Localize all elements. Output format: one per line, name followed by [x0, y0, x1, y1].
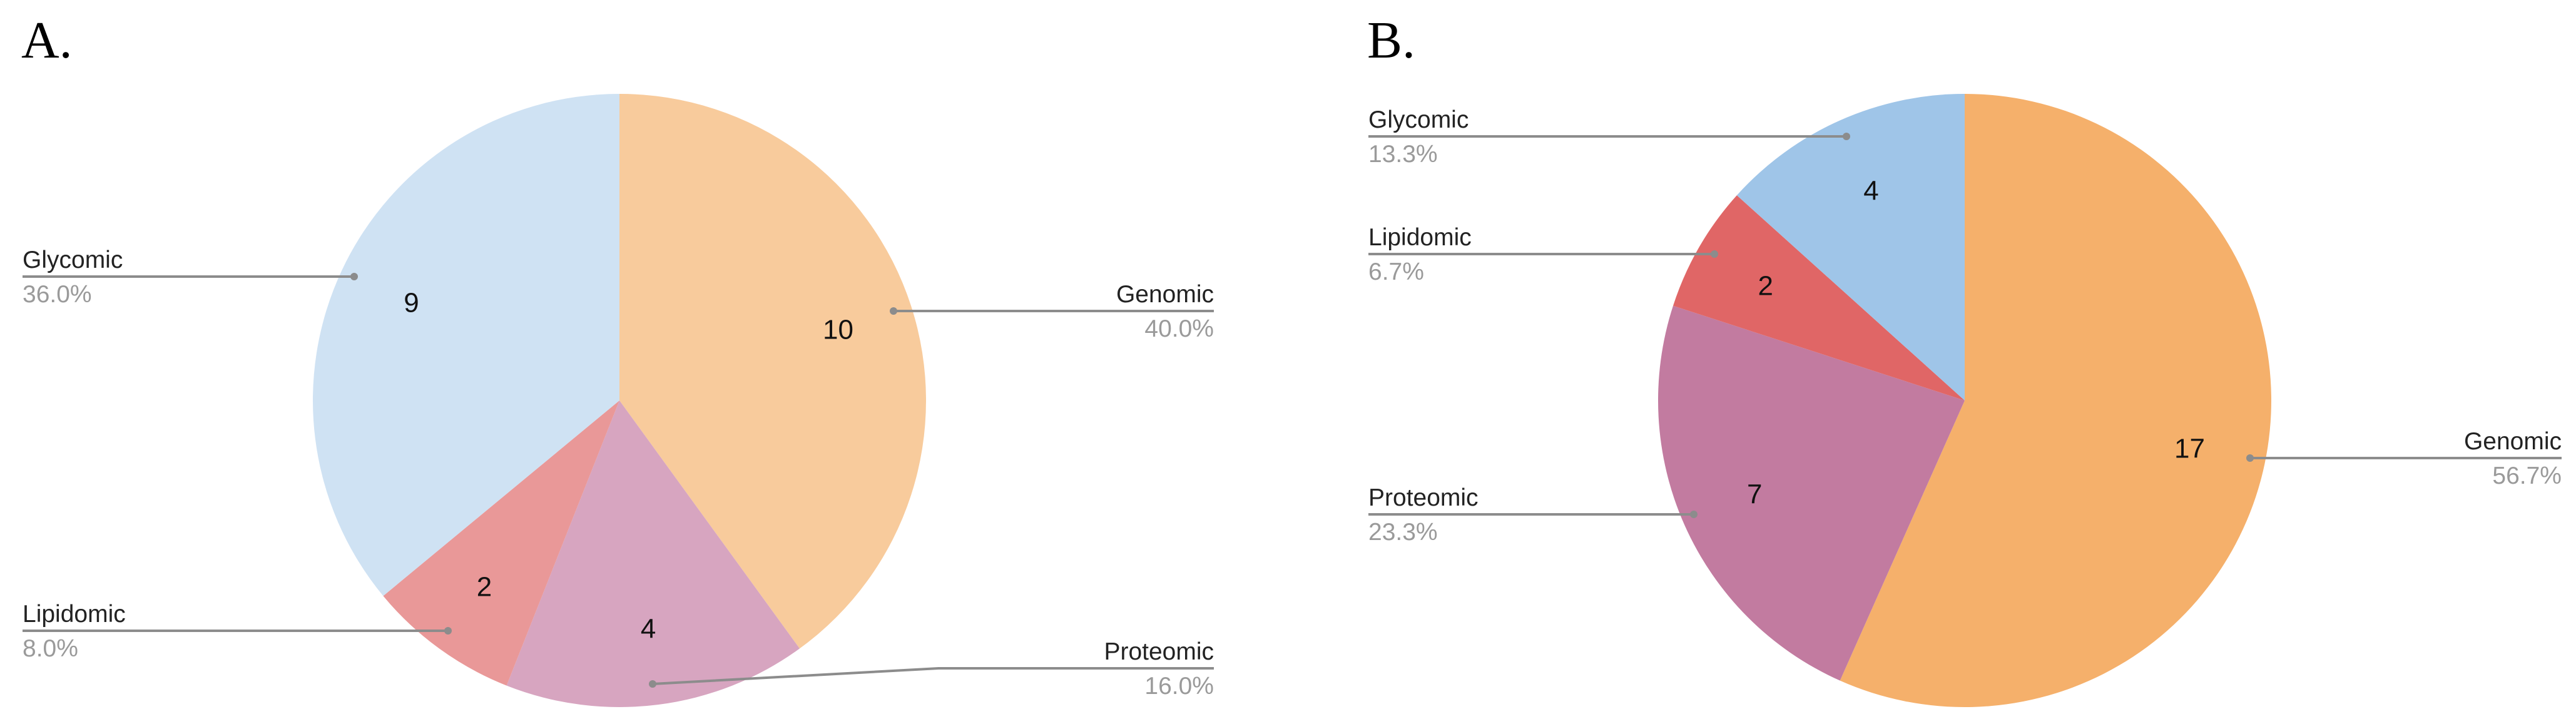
- panel-label-a: A.: [21, 11, 73, 69]
- pie-b-label-lipidomic: Lipidomic: [1368, 224, 1472, 251]
- pie-b-percent-genomic: 56.7%: [2492, 462, 2562, 489]
- pie-b-percent-lipidomic: 6.7%: [1368, 258, 1424, 285]
- pie-chart-a: [21, 11, 1214, 707]
- pie-b-percent-proteomic: 23.3%: [1368, 519, 1438, 546]
- pie-value-label-glycomic: 9: [404, 287, 419, 319]
- leader-dot-lipidomic: [1711, 250, 1718, 258]
- leader-dot-genomic: [2246, 454, 2254, 462]
- pie-value-label-proteomic: 7: [1747, 479, 1763, 510]
- pie-value-label-glycomic: 4: [1863, 175, 1879, 207]
- pie-a-label-proteomic: Proteomic: [1104, 638, 1214, 665]
- pie-chart-b: [1367, 11, 2562, 707]
- pie-a-slices: [313, 94, 926, 707]
- leader-dot-proteomic: [649, 680, 656, 688]
- pie-a-label-genomic: Genomic: [1116, 281, 1214, 308]
- pie-a-percent-glycomic: 36.0%: [23, 281, 92, 308]
- pie-b-percent-glycomic: 13.3%: [1368, 141, 1438, 168]
- pie-b-slices: [1658, 94, 2271, 707]
- pie-a-label-lipidomic: Lipidomic: [23, 601, 126, 628]
- leader-dot-glycomic: [350, 273, 358, 280]
- pie-b-label-proteomic: Proteomic: [1368, 484, 1479, 511]
- pie-b-label-glycomic: Glycomic: [1368, 106, 1469, 133]
- pie-a-percent-genomic: 40.0%: [1144, 315, 1214, 342]
- pie-value-label-genomic: 17: [2174, 433, 2205, 464]
- pie-value-label-lipidomic: 2: [476, 571, 492, 603]
- pie-a-percent-lipidomic: 8.0%: [23, 635, 78, 662]
- pie-a-percent-proteomic: 16.0%: [1144, 673, 1214, 700]
- leader-dot-lipidomic: [444, 627, 452, 635]
- pie-b-label-genomic: Genomic: [2463, 428, 2562, 455]
- pie-a-label-glycomic: Glycomic: [23, 247, 123, 273]
- leader-dot-proteomic: [1690, 511, 1698, 518]
- leader-dot-genomic: [890, 307, 897, 315]
- leader-dot-glycomic: [1843, 133, 1850, 140]
- panel-label-b: B.: [1367, 11, 1416, 69]
- pie-value-label-lipidomic: 2: [1758, 270, 1773, 302]
- pie-value-label-genomic: 10: [823, 314, 853, 345]
- pie-value-label-proteomic: 4: [640, 613, 656, 645]
